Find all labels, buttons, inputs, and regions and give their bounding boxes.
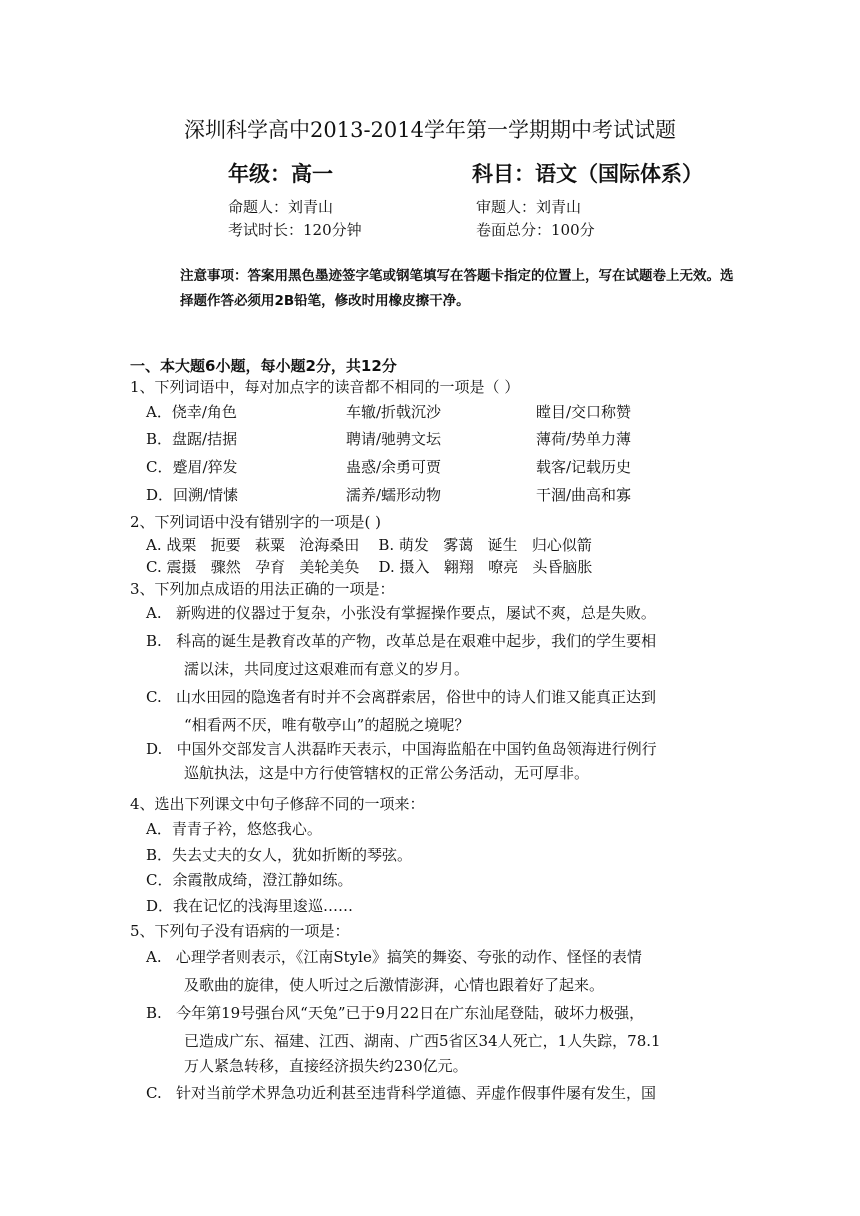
q5-option-b-line2: 已造成广东、福建、江西、湖南、广西5省区34人死亡，1人失踪，78.1 xyxy=(184,1032,661,1050)
section-heading: 一、本大题6小题，每小题2分，共12分 xyxy=(130,357,397,375)
q3-option-c-line1: C. 山水田园的隐逸者有时并不会离群索居，俗世中的诗人们谁又能真正达到 xyxy=(146,688,657,706)
q2-options-cd: C. 震摄 骤然 孕育 美轮美奂 D. 摄入 翱翔 嘹亮 头昏脑胀 xyxy=(146,558,593,576)
q4-option-a: A．青青子衿，悠悠我心。 xyxy=(146,820,322,838)
author-label: 命题人：刘青山 xyxy=(228,198,334,216)
q5-option-a-line2: 及歌曲的旋律，使人听过之后激情澎湃，心情也跟着好了起来。 xyxy=(184,976,605,994)
notice-text: 注意事项：答案用黑色墨迹签字笔或钢笔填写在答题卡指定的位置上，写在试题卷上无效。选择题作答必须用2B铅笔，修改时用橡皮擦干净。 xyxy=(180,268,734,309)
q3-option-a: A. 新购进的仪器过于复杂，小张没有掌握操作要点，屡试不爽，总是失败。 xyxy=(146,604,656,622)
q1-option-a-col1: A．侥幸/角色 xyxy=(146,403,237,421)
q1-option-b-col3: 薄荷/势单力薄 xyxy=(536,430,632,448)
reviewer-label: 审题人：刘青山 xyxy=(476,198,582,216)
q1-stem: 1、下列词语中，每对加点字的读音都不相同的一项是（ ） xyxy=(130,378,520,396)
total-score-label: 卷面总分：100分 xyxy=(476,221,595,239)
q4-option-b: B．失去丈夫的女人，犹如折断的琴弦。 xyxy=(146,846,413,864)
q5-option-a-line1: A. 心理学者则表示，《江南Style》搞笑的舞姿、夸张的动作、怪怪的表情 xyxy=(146,948,642,966)
q1-option-d-col1: D．回溯/情愫 xyxy=(146,486,239,504)
q4-option-c: C．余霞散成绮，澄江静如练。 xyxy=(146,871,353,889)
subject-label: 科目：语文（国际体系） xyxy=(472,162,703,186)
q3-option-d-line1: D. 中国外交部发言人洪磊昨天表示，中国海监船在中国钓鱼岛领海进行例行 xyxy=(146,740,657,758)
q5-option-c-line1: C. 针对当前学术界急功近利甚至违背科学道德、弄虚作假事件屡有发生，国 xyxy=(146,1084,657,1102)
q3-option-b-line1: B. 科高的诞生是教育改革的产物，改革总是在艰难中起步，我们的学生要相 xyxy=(146,632,657,650)
grade-label: 年级：高一 xyxy=(228,162,333,186)
q5-option-b-line3: 万人紧急转移，直接经济损失约230亿元。 xyxy=(184,1057,468,1075)
q1-option-c-col2: 蛊惑/余勇可贾 xyxy=(346,458,442,476)
duration-label: 考试时长：120分钟 xyxy=(228,221,362,239)
q1-option-c-col1: C．蹙眉/猝发 xyxy=(146,458,238,476)
q2-options-ab: A. 战栗 扼要 萩粟 沧海桑田 B. 萌发 雾蔼 诞生 归心似箭 xyxy=(146,536,592,554)
q4-option-d: D．我在记忆的浅海里逡巡…… xyxy=(146,897,354,915)
q3-option-d-line2: 巡航执法，这是中方行使管辖权的正常公务活动，无可厚非。 xyxy=(184,764,590,782)
q5-stem: 5、下列句子没有语病的一项是： xyxy=(130,922,350,940)
q1-option-c-col3: 载客/记载历史 xyxy=(536,458,632,476)
q1-option-b-col2: 聘请/驰骋文坛 xyxy=(346,430,442,448)
q3-option-c-line2: “相看两不厌，唯有敬亭山”的超脱之境呢？ xyxy=(184,716,470,734)
exam-title: 深圳科学高中2013-2014学年第一学期期中考试试题 xyxy=(184,118,676,142)
q1-option-a-col3: 瞠目/交口称赞 xyxy=(536,403,632,421)
q4-stem: 4、选出下列课文中句子修辞不同的一项来： xyxy=(130,795,425,813)
q3-stem: 3、下列加点成语的用法正确的一项是： xyxy=(130,580,395,598)
q1-option-b-col1: B．盘踞/拮据 xyxy=(146,430,238,448)
q5-option-b-line1: B. 今年第19号强台风“天兔”已于9月22日在广东汕尾登陆，破坏力极强， xyxy=(146,1004,645,1022)
q1-option-a-col2: 车辙/折戟沉沙 xyxy=(346,403,442,421)
q1-option-d-col3: 干涸/曲高和寡 xyxy=(536,486,632,504)
q3-option-b-line2: 濡以沫，共同度过这艰难而有意义的岁月。 xyxy=(184,660,470,678)
q2-stem: 2、下列词语中没有错别字的一项是( ) xyxy=(130,513,382,531)
q1-option-d-col2: 濡养/蠕形动物 xyxy=(346,486,442,504)
